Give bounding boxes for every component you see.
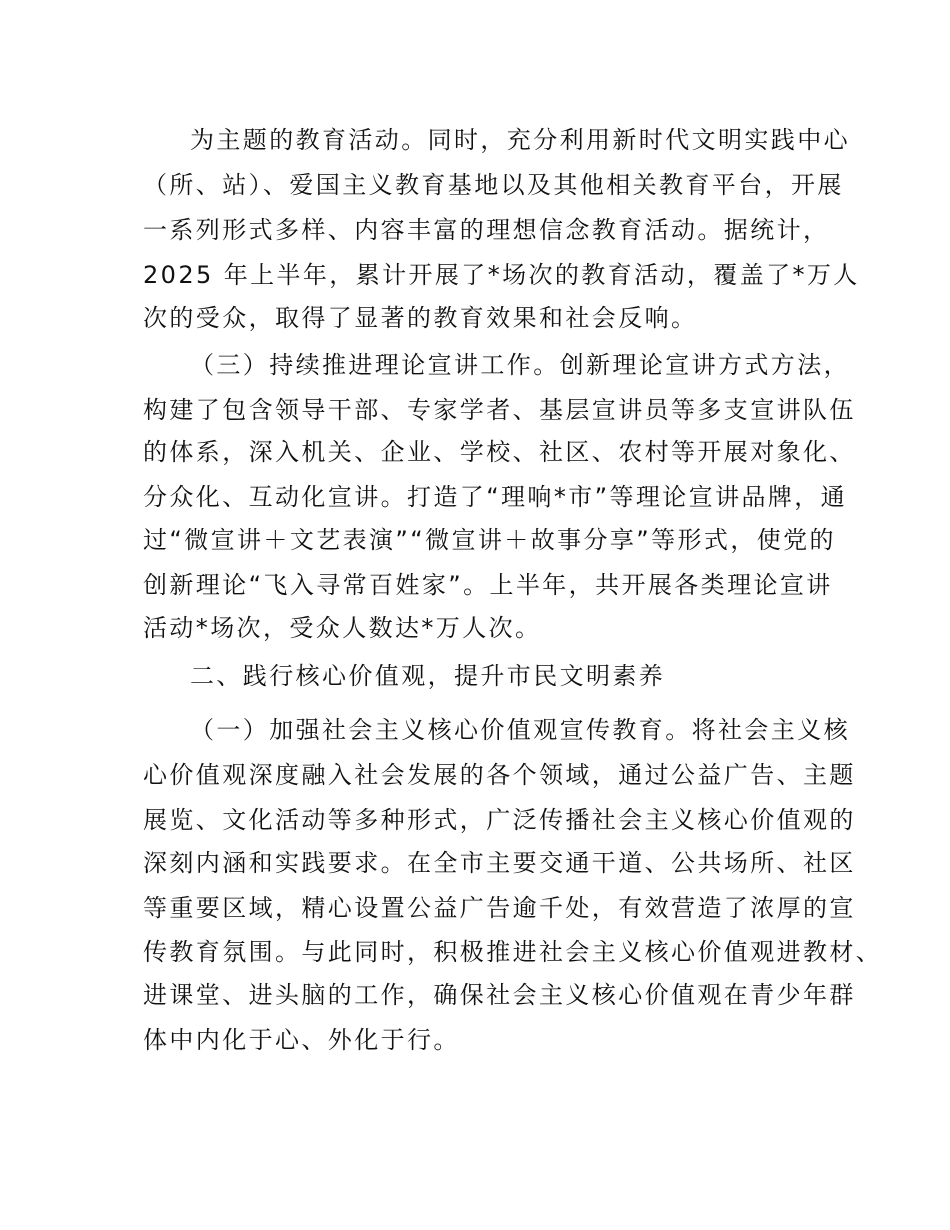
paragraph-line: 深刻内涵和实践要求。在全市主要交通干道、公共场所、社区 [143, 849, 856, 877]
paragraph-line: 展览、文化活动等多种形式，广泛传播社会主义核心价值观的 [143, 806, 856, 834]
paragraph-line: 心价值观深度融入社会发展的各个领域，通过公益广告、主题 [143, 761, 856, 789]
paragraph-line: 的体系，深入机关、企业、学校、社区、农村等开展对象化、 [143, 438, 856, 466]
paragraph-line: 2025 年上半年，累计开展了*场次的教育活动，覆盖了*万人 [143, 261, 860, 289]
paragraph-line: 一系列形式多样、内容丰富的理想信念教育活动。据统计， [143, 216, 830, 244]
paragraph-line: 传教育氛围。与此同时，积极推进社会主义核心价值观进教材、 [143, 938, 883, 966]
paragraph-line: 次的受众，取得了显著的教育效果和社会反响。 [143, 304, 698, 332]
paragraph-line: 过“微宣讲＋文艺表演”“微宣讲＋故事分享”等形式，使党的 [143, 526, 836, 554]
paragraph-line: （一）加强社会主义核心价值观宣传教育。将社会主义核 [190, 716, 850, 744]
paragraph-line: 体中内化于心、外化于行。 [143, 1026, 460, 1054]
paragraph-line: 构建了包含领导干部、专家学者、基层宣讲员等多支宣讲队伍 [143, 396, 856, 424]
paragraph-line: 进课堂、进头脑的工作，确保社会主义核心价值观在青少年群 [143, 981, 856, 1009]
section-heading: 二、践行核心价值观，提升市民文明素养 [190, 662, 666, 690]
paragraph-line: 活动*场次，受众人数达*万人次。 [143, 614, 542, 642]
paragraph-line: 为主题的教育活动。同时，充分利用新时代文明实践中心 [190, 126, 850, 154]
paragraph-line: 分众化、互动化宣讲。打造了“理响*市”等理论宣讲品牌，通 [143, 483, 848, 511]
paragraph-line: 等重要区域，精心设置公益广告逾千处，有效营造了浓厚的宣 [143, 894, 856, 922]
paragraph-line: （三）持续推进理论宣讲工作。创新理论宣讲方式方法， [190, 351, 850, 379]
paragraph-line: 创新理论“飞入寻常百姓家”。上半年，共开展各类理论宣讲 [143, 571, 833, 599]
paragraph-line: （所、站）、爱国主义教育基地以及其他相关教育平台，开展 [143, 171, 844, 199]
